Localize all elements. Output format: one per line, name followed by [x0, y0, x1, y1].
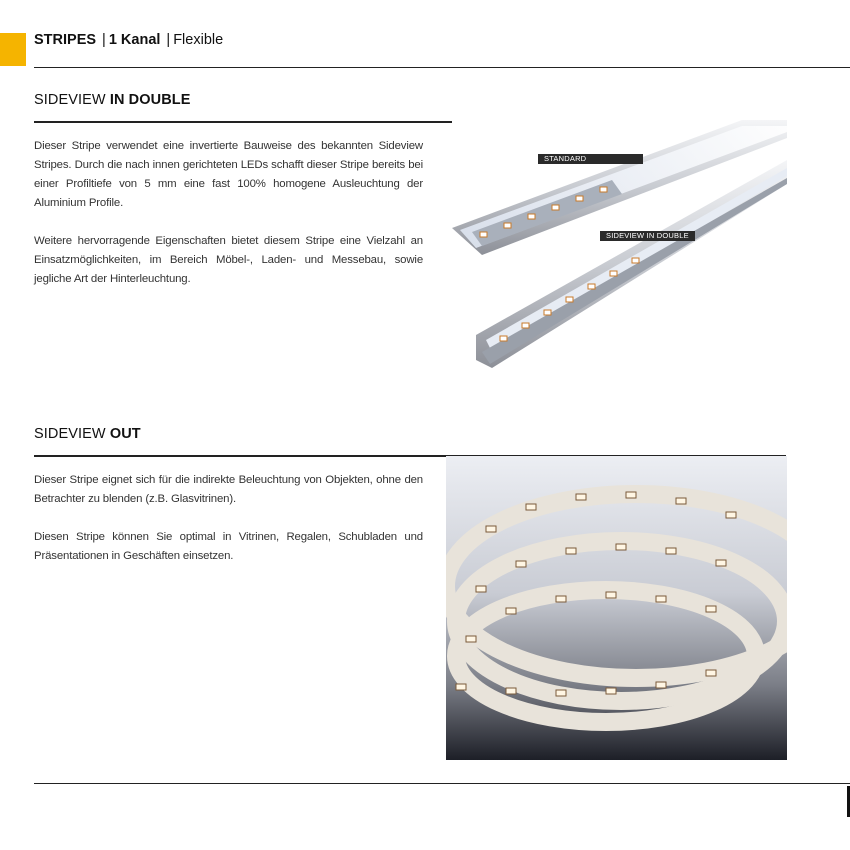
strip-reel-illustration	[446, 456, 787, 760]
header-type: Flexible	[173, 32, 224, 48]
accent-tab	[0, 33, 26, 66]
header-channel: 1 Kanal	[108, 32, 161, 48]
section-title-bold: OUT	[109, 426, 141, 442]
header-separator: |	[102, 32, 106, 48]
header-divider	[34, 67, 850, 68]
section-title-light: SIDEVIEW	[34, 92, 106, 108]
section2-paragraph-1: Dieser Stripe eignet sich für die indirekte Beleuchtung von Objekten, ohne den Betrachter zu blenden (z.B. Glasvitrinen).	[34, 474, 423, 505]
header-category: STRIPES	[34, 32, 97, 48]
section1-paragraph-1: Dieser Stripe verwendet eine invertierte Bauweise des bekannten Sideview Stripes. Durch die nach innen gerichteten LEDs schafft dieser Stripe bereits bei einer Profiltiefe von 5 mm eine fast 100% homogene Ausleuchtung der Aluminium Profile.	[34, 140, 423, 209]
section1-paragraph-2: Weitere hervorragende Eigenschaften bietet diesem Stripe eine Vielzahl an Einsatzmöglichkeiten, im Bereich Möbel-, Laden- und Messebau, sowie jegliche Art der Hinterleuchtung.	[34, 235, 423, 285]
label-sideview-in-double: SIDEVIEW IN DOUBLE	[600, 231, 695, 241]
profile-comparison-photo	[452, 120, 787, 383]
section-title-out	[34, 426, 141, 442]
footer-divider	[34, 783, 850, 784]
section-title-bold: IN DOUBLE	[109, 92, 191, 108]
label-standard: STANDARD	[538, 154, 643, 164]
section-title-light: SIDEVIEW	[34, 426, 106, 442]
page-header	[34, 32, 223, 48]
section-title-in-double	[34, 92, 191, 108]
section2-paragraph-2: Diesen Stripe können Sie optimal in Vitrinen, Regalen, Schubladen und Präsentationen in Geschäften einsetzen.	[34, 531, 423, 562]
led-strip-reel-photo	[446, 456, 787, 760]
header-separator: |	[166, 32, 171, 48]
